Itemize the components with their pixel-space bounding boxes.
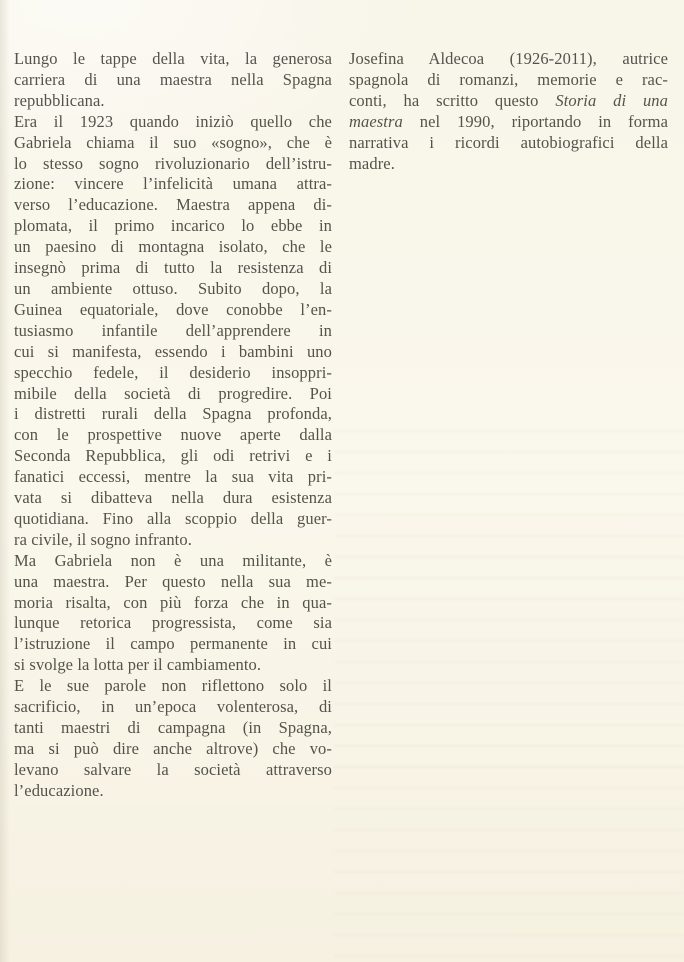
text-line: tanti maestri di campagna (in Spagna, <box>14 718 332 737</box>
text-line: Gabriela chiama il suo «sogno», che è <box>14 132 332 152</box>
text-line: spagnola di romanzi, memorie e rac- <box>349 69 668 89</box>
text-line: repubblicana. <box>14 90 105 110</box>
text-line: narrativa i ricordi autobiografici della <box>349 132 668 152</box>
text-line: E le sue parole non riflettono solo il <box>14 676 332 696</box>
text-line: Guinea equatoriale, dove conobbe l’en- <box>14 299 332 319</box>
text-line: sacrificio, in un’epoca volenterosa, di <box>14 697 332 717</box>
text-line: tusiasmo infantile dell’apprendere in <box>14 320 332 340</box>
text-line: si svolge la lotta per il cambiamento. <box>14 655 262 675</box>
text-line: mibile della società di progredire. Poi <box>14 383 332 403</box>
text-line: moria risalta, con più forza che in qua- <box>14 592 332 612</box>
text-line: ma si può dire anche altrove) che vo- <box>14 738 332 758</box>
text-line: conti, ha scritto questo Storia di una <box>349 90 668 110</box>
text-line: lunque retorica progressista, come sia <box>14 613 332 633</box>
left-text-column <box>14 49 332 802</box>
text-line: l’educazione. <box>14 780 104 800</box>
text-line: fanatici eccessi, mentre la sua vita pri- <box>14 467 332 487</box>
text-line: un paesino di montagna isolato, che le <box>14 237 332 257</box>
text-line: zione: vincere l’infelicità umana attra- <box>14 174 332 194</box>
text-line: l’istruzione il campo permanente in cui <box>14 634 332 654</box>
text-line: quotidiana. Fino alla scoppio della guer- <box>14 508 332 528</box>
text-line: i distretti rurali della Spagna profonda, <box>14 404 332 424</box>
page-showthrough-texture <box>334 430 684 962</box>
text-line: Era il 1923 quando iniziò quello che <box>14 111 332 131</box>
text-line: cui si manifesta, essendo i bambini uno <box>14 341 332 361</box>
text-line: plomata, il primo incarico lo ebbe in <box>14 216 332 236</box>
text-line: vata si dibatteva nella dura esistenza <box>14 488 332 508</box>
text-line: specchio fedele, il desiderio insoppri- <box>14 362 332 382</box>
text-line: insegnò prima di tutto la resistenza di <box>14 258 332 278</box>
text-line: con le prospettive nuove aperte dalla <box>14 425 332 445</box>
text-line: lo stesso sogno rivoluzionario dell’istru- <box>14 153 332 173</box>
text-line: Lungo le tappe della vita, la generosa <box>14 49 332 68</box>
text-line: levano salvare la società attraverso <box>14 759 332 779</box>
text-line: Seconda Repubblica, gli odi retrivi e i <box>14 446 332 466</box>
text-line: carriera di una maestra nella Spagna <box>14 69 332 89</box>
text-line: un ambiente ottuso. Subito dopo, la <box>14 278 332 298</box>
text-line: ra civile, il sogno infranto. <box>14 529 192 549</box>
text-line: verso l’educazione. Maestra appena di- <box>14 195 332 215</box>
text-line: una maestra. Per questo nella sua me- <box>14 571 332 591</box>
text-line: madre. <box>349 153 395 173</box>
right-text-column <box>349 49 668 174</box>
text-line: Josefina Aldecoa (1926-2011), autrice <box>349 49 668 68</box>
scan-edge-shading <box>0 0 10 962</box>
text-line: maestra nel 1990, riportando in forma <box>349 111 668 131</box>
text-line: Ma Gabriela non è una militante, è <box>14 550 332 570</box>
